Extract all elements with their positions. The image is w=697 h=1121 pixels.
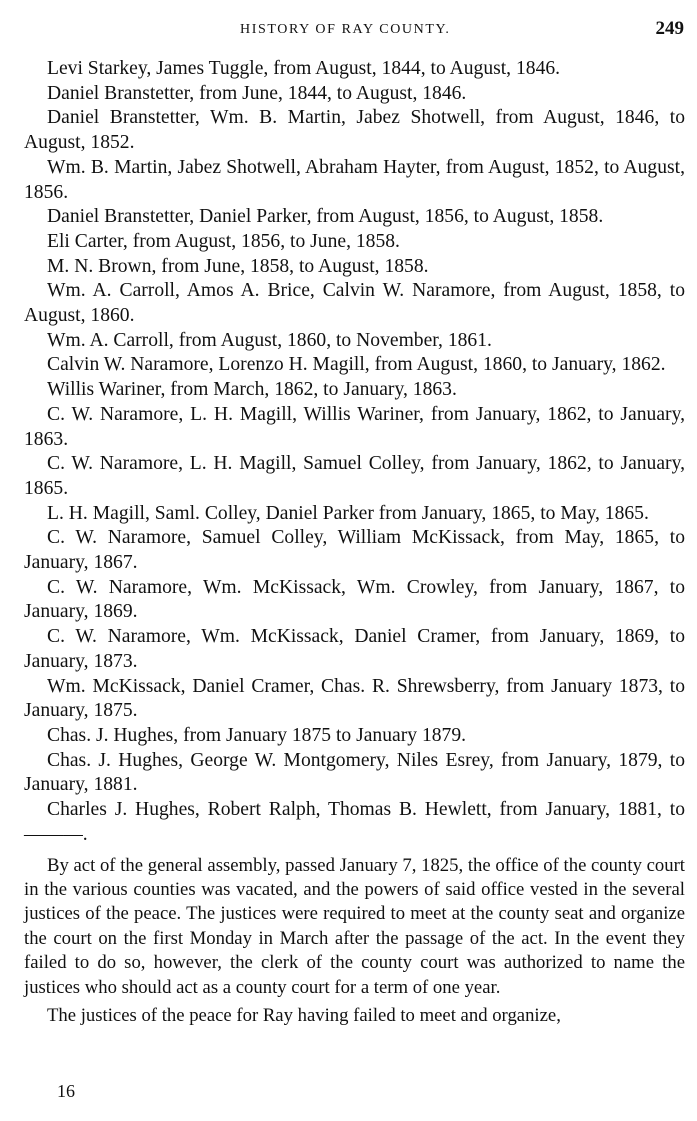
list-entry: Calvin W. Naramore, Lorenzo H. Magill, from August, 1860, to January, 1862. (47, 354, 666, 376)
list-entry: Chas. J. Hughes, from January 1875 to January 1879. (47, 724, 467, 746)
running-head-title: HISTORY OF RAY COUNTY. (240, 22, 451, 37)
list-entry: C. W. Naramore, L. H. Magill, Willis Wariner, from January, 1862, to January, 1863. (24, 403, 685, 450)
list-entry: C. W. Naramore, Wm. McKissack, Daniel Cramer, from January, 1869, to January, 1873. (24, 626, 685, 672)
list-entry: Eli Carter, from August, 1856, to June, 1858. (47, 230, 400, 252)
list-entry: C. W. Naramore, Samuel Colley, William McKissack, from May, 1865, to January, 1867. (24, 527, 685, 574)
list-entry: Wm. B. Martin, Jabez Shotwell, Abraham Hayter, from August, 1852, to August, 1856. (24, 156, 685, 203)
officeholder-list (24, 57, 685, 848)
list-entry: C. W. Naramore, Wm. McKissack, Wm. Crowley, from January, 1867, to January, 1869. (24, 576, 685, 623)
list-entry: Levi Starkey, James Tuggle, from August, 1844, to August, 1846. (47, 58, 561, 79)
page-body (24, 57, 685, 1028)
running-head (22, 18, 687, 42)
paragraph: By act of the general assembly, passed January 7, 1825, the office of the county court in the various counties was vacated, and the powers of said office vested in the several justices of the peace. The justices were required to meet at the county seat and organize the court on the first Monday in March after the passage of the act. In the event they failed to do so, however, the clerk of the county court was authorized to name the justices who should act as a county court for a term of one year. (24, 854, 685, 998)
list-entry: Daniel Branstetter, from June, 1844, to August, 1846. (47, 82, 467, 104)
list-entry: Willis Wariner, from March, 1862, to January, 1863. (47, 379, 457, 401)
list-entry: Charles J. Hughes, Robert Ralph, Thomas B. Hewlett, from January, 1881, to ———. (24, 799, 685, 845)
page-number: 249 (655, 18, 684, 39)
list-entry: Wm. McKissack, Daniel Cramer, Chas. R. Shrewsberry, from January 1873, to January, 1875. (24, 675, 685, 722)
signature-mark: 16 (57, 1081, 75, 1101)
list-entry: C. W. Naramore, L. H. Magill, Samuel Colley, from January, 1862, to January, 1865. (24, 453, 685, 499)
list-entry: Daniel Branstetter, Wm. B. Martin, Jabez Shotwell, from August, 1846, to August, 1852. (24, 107, 685, 154)
list-entry: Wm. A. Carroll, from August, 1860, to November, 1861. (47, 329, 492, 351)
list-entry: Wm. A. Carroll, Amos A. Brice, Calvin W. Naramore, from August, 1858, to August, 1860. (24, 280, 685, 327)
list-entry: M. N. Brown, from June, 1858, to August, 1858. (47, 255, 429, 277)
list-entry: Chas. J. Hughes, George W. Montgomery, Niles Esrey, from January, 1879, to January, 1881. (24, 749, 685, 796)
list-entry: L. H. Magill, Saml. Colley, Daniel Parker from January, 1865, to May, 1865. (47, 502, 649, 524)
list-entry: Daniel Branstetter, Daniel Parker, from August, 1856, to August, 1858. (47, 206, 604, 228)
paragraph: The justices of the peace for Ray having failed to meet and organize, (47, 1004, 561, 1026)
body-text (24, 854, 685, 1029)
